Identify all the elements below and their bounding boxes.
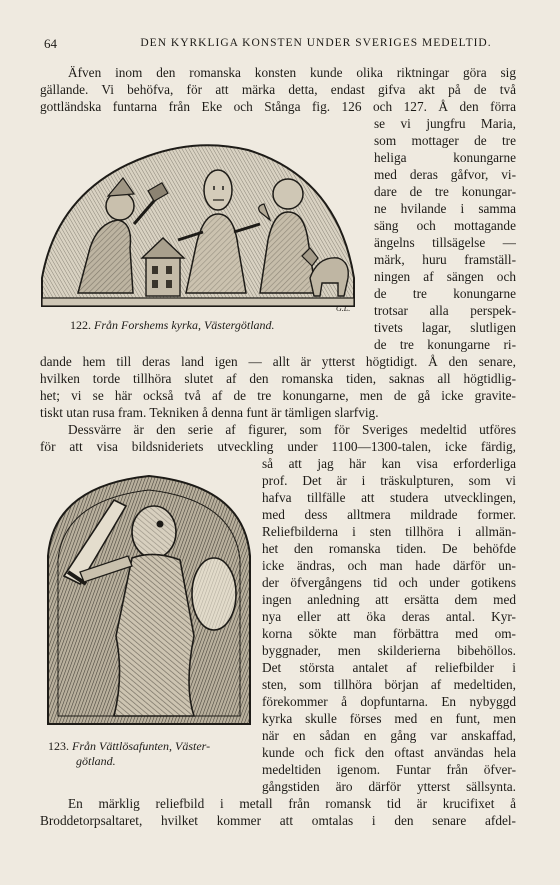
text-line: för att visa bildsnideriets utveckling under 1100—1300-talen, icke färdig,	[40, 439, 516, 454]
text-line: ingen anledning att ersätta dem med	[262, 592, 516, 607]
text-line: säng och mottagande	[374, 218, 516, 233]
text-line: medeltiden igenom. Funtar från öfver-	[262, 762, 516, 777]
text-line: prof. Det är i träskulpturen, som vi	[262, 473, 516, 488]
text-line: ne hvilande i samma	[374, 201, 516, 216]
text-line: ningen af sängen och	[374, 269, 516, 284]
text-line: dande hem till deras land igen — allt är ytterst högtidigt. Å den senare,	[40, 354, 516, 369]
relief-shield	[192, 558, 236, 630]
text-line: de tre konungarne	[374, 286, 516, 301]
text-line: Det största antalet af reliefbilder i	[262, 660, 516, 675]
figure-123-caption-line2: götland.	[76, 754, 116, 768]
text-line: de tre konungarne ri-	[374, 337, 516, 352]
figure-123-caption-line1: Från Vättlösafunten, Väster-	[72, 739, 211, 753]
text-line: heliga konungarne	[374, 150, 516, 165]
text-line: het den romanska tiden. De behöfde	[262, 541, 516, 556]
text-line: se vi jungfru Maria,	[374, 116, 516, 131]
text-line: med deras gåfvor, vi-	[374, 167, 516, 182]
text-line: när en sådan en gång var anskaffad,	[262, 728, 516, 743]
text-line: kyrka skulle förses med en funt, men	[262, 711, 516, 726]
figure-122-caption-text: Från Forshems kyrka, Västergötland.	[94, 318, 275, 332]
text-line: gångstiden äro därför ytterst sällsynta.	[262, 779, 516, 794]
text-line: så att jag här kan visa erforderliga	[262, 456, 516, 471]
text-line: gällande. Vi behöfva, för att märka detta, endast gifva akt på de två	[40, 82, 516, 97]
figure-122-caption	[70, 318, 275, 332]
text-line: icke ändras, och man hade därför un-	[262, 558, 516, 573]
text-line: ängelns tillsägelse —	[374, 235, 516, 250]
figure-123-number: 123.	[48, 739, 69, 753]
text-line: tivets lagar, slutligen	[374, 320, 516, 335]
text-line: kunde och fick den oftast användas hela	[262, 745, 516, 760]
text-line: Broddetorpsaltaret, hvilket kommer att omtalas i den senare afdel-	[40, 813, 516, 828]
text-line: hafva tillfälle att studera utvecklingen,	[262, 490, 516, 505]
figure-123-relief	[44, 466, 254, 728]
text-line: märk, huru framställ-	[374, 252, 516, 267]
text-line: tiskt utan rusa fram. Tekniken å denna funt är tämligen slarfvig.	[40, 405, 379, 420]
figure-122-relief	[38, 128, 358, 313]
text-line: der öfvergångens tid och under gotikens	[262, 575, 516, 590]
figure-123-caption-cont	[76, 754, 116, 768]
text-line: dare de tre konungar-	[374, 184, 516, 199]
warrior-relief-illustration	[44, 466, 254, 728]
text-line: korna sökte man förbättra med om-	[262, 626, 516, 641]
illustrator-signature: G.L.	[336, 304, 351, 313]
page-header	[44, 36, 516, 52]
text-line: sten, som tillhöra början af medeltiden,	[262, 677, 516, 692]
text-line: En märklig reliefbild i metall från romansk tid är krucifixet å	[68, 796, 516, 811]
text-line: byggnader, men skilderierna bibehöllos.	[262, 643, 516, 658]
text-line: Äfven inom den romanska konsten kunde olika riktningar göra sig	[68, 65, 516, 80]
figure-123-caption	[48, 739, 210, 753]
text-line: som mottager de tre	[374, 133, 516, 148]
text-line: Dessvärre är den serie af figurer, som för Sveriges medeltid utföres	[68, 422, 516, 437]
text-line: med dess alltmera mildrade former.	[262, 507, 516, 522]
figure-122-number: 122.	[70, 318, 91, 332]
text-line: förekommer å dopfuntarna. En nybyggd	[262, 694, 516, 709]
text-line: hvilken torde tillhöra slutet af den romanska tiden, saknas all högtidlig-	[40, 371, 516, 386]
text-line: Reliefbilderna i sten tillhöra i allmän-	[262, 524, 516, 539]
magi-relief-illustration	[38, 128, 358, 313]
page-number: 64	[44, 36, 57, 51]
running-head: DEN KYRKLIGA KONSTEN UNDER SVERIGES MEDELTID.	[140, 37, 492, 49]
text-line: trotsar alla perspek-	[374, 303, 516, 318]
text-line: gottländska funtarna från Eke och Stånga fig. 126 och 127. Å den förra	[40, 99, 516, 114]
text-line: het; vi se här också två af de tre konungarne, men de gå icke gravite-	[40, 388, 516, 403]
text-line: nya eller att öka deras antal. Kyr-	[262, 609, 516, 624]
